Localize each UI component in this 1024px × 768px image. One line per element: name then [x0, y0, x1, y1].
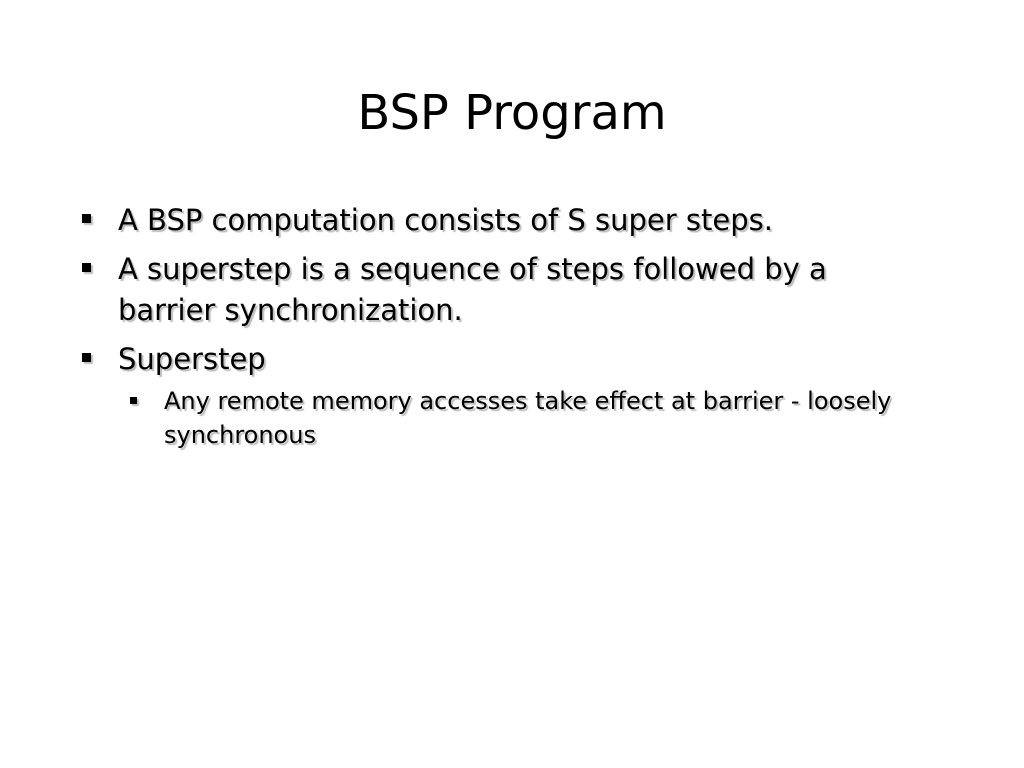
sub-bullet-list	[118, 384, 918, 452]
bullet-text: A superstep is a sequence of steps followed by a barrier synchronization.	[118, 252, 827, 327]
square-bullet-icon	[82, 263, 91, 272]
sub-bullet-text: Any remote memory accesses take effect at barrier - loosely synchronous	[164, 387, 892, 449]
square-bullet-icon	[130, 397, 137, 404]
bullet-item	[78, 339, 918, 452]
bullet-list	[78, 200, 918, 460]
square-bullet-icon	[82, 214, 91, 223]
slide-title: BSP Program	[357, 85, 667, 141]
bullet-text: A BSP computation consists of S super steps.	[118, 203, 773, 237]
bullet-item	[78, 249, 918, 331]
sub-bullet-item	[118, 384, 918, 452]
bullet-text: Superstep	[118, 342, 266, 376]
square-bullet-icon	[82, 353, 91, 362]
bullet-item	[78, 200, 918, 241]
